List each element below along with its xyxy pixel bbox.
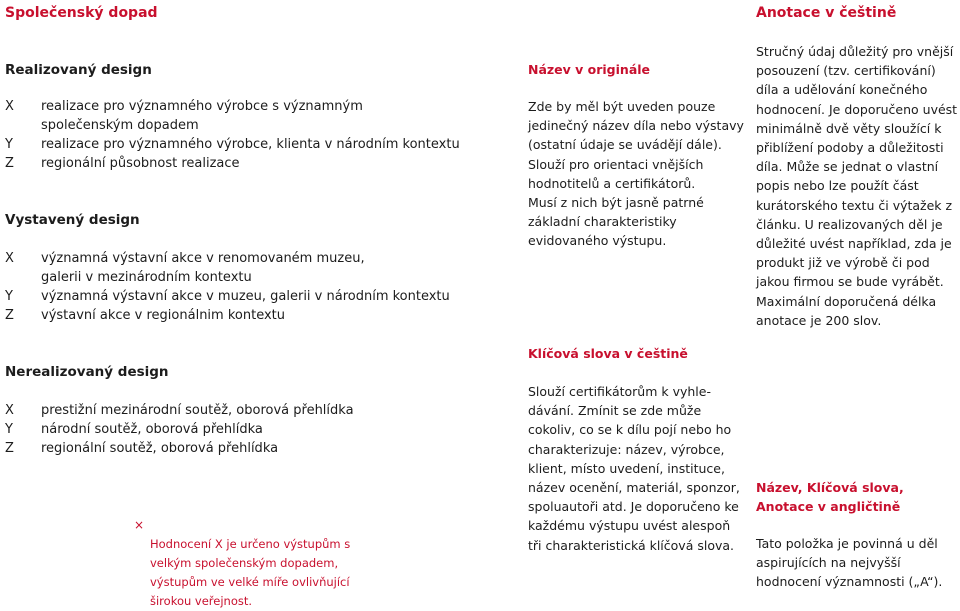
criteria-item <box>5 249 461 287</box>
paragraph: Zde by měl být uveden pouze jedinečný název díla nebo výstavy (ostatní údaje se uvádějí dále). <box>528 99 744 153</box>
criteria-level: Y <box>5 289 13 304</box>
english-heading <box>756 478 904 516</box>
original-title-heading: Název v originále <box>528 62 651 77</box>
criteria-item <box>5 420 461 439</box>
criteria-level: Z <box>5 441 14 456</box>
annotation-title: Anotace v češtině <box>756 5 897 21</box>
criteria-list-exhibited <box>5 249 461 325</box>
criteria-text: významná výstavní akce v renomovaném muzeu, galerii v mezinárodním kontextu <box>41 251 365 285</box>
criteria-level: X <box>5 403 14 418</box>
page-title: Společenský dopad <box>5 5 158 21</box>
criteria-list-realized <box>5 97 461 173</box>
original-title-description <box>528 97 746 251</box>
footnote-marker: × <box>134 518 145 532</box>
criteria-text: regionální působnost realizace <box>41 156 240 171</box>
criteria-level: X <box>5 99 14 114</box>
english-heading-line: Anotace v angličtině <box>756 499 901 514</box>
criteria-text: realizace pro významného výrobce s významným společenským dopadem <box>41 99 363 133</box>
criteria-text: prestižní mezinárodní soutěž, oborová přehlídka <box>41 403 354 418</box>
section-title-realized: Realizovaný design <box>5 62 152 78</box>
english-heading-line: Název, Klíčová slova, <box>756 480 904 495</box>
keywords-heading: Klíčová slova v češtině <box>528 346 688 361</box>
criteria-level: Z <box>5 308 14 323</box>
criteria-level: X <box>5 251 14 266</box>
section-title-unrealized: Nerealizovaný design <box>5 364 169 380</box>
keywords-description: Slouží certifikátorům k vyhledávání. Zmínit se zde může cokoliv, co se k dílu pojí nebo ho charakterizuje: název, výrobce, klient, místo uvedení, instituce, název ocenění, materiál, sponzor, spoluautoři atd. Je doporučeno ke každému výstupu uvést alespoň tři charakteristická klíčová slova. <box>528 384 740 553</box>
criteria-level: Y <box>5 422 13 437</box>
criteria-text: výstavní akce v regionálnim kontextu <box>41 308 285 323</box>
criteria-level: Z <box>5 156 14 171</box>
english-description: Tato položka je povinná u děl aspirujících na nejvyšší hodnocení významnosti („A“). <box>756 536 943 590</box>
criteria-item <box>5 306 461 325</box>
criteria-item <box>5 439 461 458</box>
paragraph: Slouží pro orientaci vnějších hodnotitelů a certifikátorů. <box>528 156 704 191</box>
footnote-text: Hodnocení X je určeno výstupům s velkým společenským dopadem, výstupům ve velké míře ovlivňující širokou veřejnost. <box>150 537 351 608</box>
criteria-item <box>5 287 461 306</box>
criteria-text: významná výstavní akce v muzeu, galerii v národním kontextu <box>41 289 450 304</box>
criteria-item <box>5 401 461 420</box>
criteria-item <box>5 154 461 173</box>
paragraph: Musí z nich být jasně patrné základní charakteristiky evidovaného výstupu. <box>528 195 704 249</box>
criteria-item <box>5 97 461 135</box>
section-title-exhibited: Vystavený design <box>5 212 140 228</box>
criteria-list-unrealized <box>5 401 461 458</box>
criteria-text: realizace pro významného výrobce, klienta v národním kontextu <box>41 137 460 152</box>
criteria-text: regionální soutěž, oborová přehlídka <box>41 441 279 456</box>
criteria-item <box>5 135 461 154</box>
criteria-text: národní soutěž, oborová přehlídka <box>41 422 263 437</box>
annotation-description: Stručný údaj důležitý pro vnější posouzení (tzv. certifikování) díla a udělování konečného hodnocení. Je doporučeno uvést minimálně dvě věty sloužící k přiblížení podoby a důležitosti díla. Může se jednat o vlastní popis nebo lze použít část kurátorského textu či výtažek z článku. U realizovaných děl je důležité uvést například, zda je produkt již ve výrobě či pod jakou firmou se bude vyrábět. Maximální doporučená délka anotace je 200 slov. <box>756 44 958 328</box>
criteria-level: Y <box>5 137 13 152</box>
